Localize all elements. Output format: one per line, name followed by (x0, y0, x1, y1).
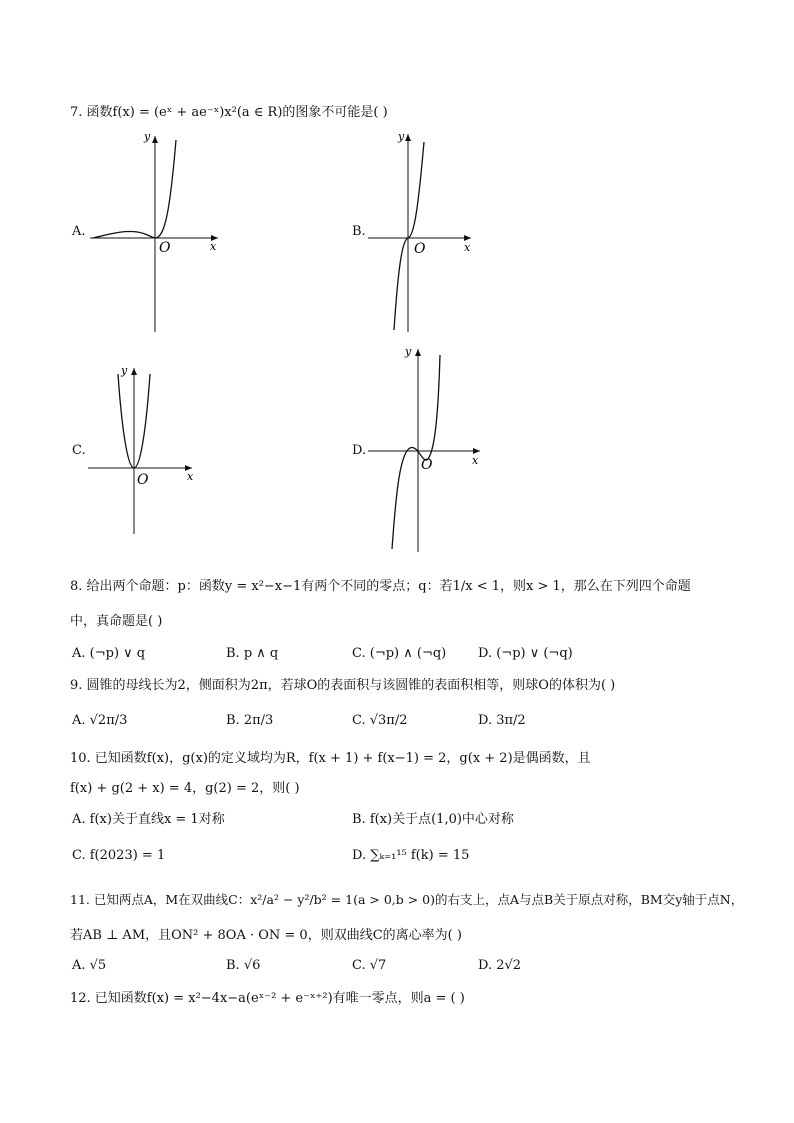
q10-option-c[interactable]: C. f(2023) = 1 (72, 848, 166, 863)
graph-a-xlabel: x (210, 240, 217, 253)
q9-option-d[interactable]: D. 3π/2 (478, 713, 526, 728)
graph-c-ylabel: y (121, 364, 128, 377)
q8-option-b[interactable]: B. p ∧ q (226, 646, 279, 661)
graph-c-xlabel: x (187, 470, 194, 483)
q9-option-c[interactable]: C. √3π/2 (352, 713, 408, 728)
graph-d-xlabel: x (472, 454, 479, 467)
q9-stem: 9. 圆锥的母线长为2，侧面积为2π，若球O的表面积与该圆锥的表面积相等，则球O的体积为( ) (70, 678, 616, 693)
q9-option-a[interactable]: A. √2π/3 (72, 713, 128, 728)
q7-graph-c (88, 362, 198, 537)
q7-graph-a (90, 130, 225, 335)
q7-graph-b (368, 130, 478, 335)
q7-option-b-letter[interactable]: B. (352, 224, 366, 239)
graph-b-origin: O (414, 241, 426, 257)
q12-stem: 12. 已知函数f(x) = x²−4x−a(eˣ⁻² + e⁻ˣ⁺²)有唯一零点，则a = ( ) (70, 991, 465, 1006)
q8-option-c[interactable]: C. (¬p) ∧ (¬q) (352, 646, 447, 661)
q7-graph-d (368, 343, 488, 555)
q11-option-b[interactable]: B. √6 (226, 958, 261, 973)
q8-option-d[interactable]: D. (¬p) ∨ (¬q) (478, 646, 573, 661)
graph-a-ylabel: y (144, 130, 151, 143)
q7-option-a-letter[interactable]: A. (72, 224, 86, 239)
q7-option-c-letter[interactable]: C. (72, 443, 86, 458)
q10-option-b[interactable]: B. f(x)关于点(1,0)中心对称 (352, 812, 514, 827)
graph-d-ylabel: y (405, 345, 412, 358)
q7-option-d-letter[interactable]: D. (352, 443, 367, 458)
graph-b-xlabel: x (464, 241, 471, 254)
q10-stem-line1: 10. 已知函数f(x)，g(x)的定义域均为R，f(x + 1) + f(x−1) = 2，g(x + 2)是偶函数，且 (70, 751, 591, 766)
q8-stem-line1: 8. 给出两个命题：p：函数y = x²−x−1有两个不同的零点；q：若1/x < 1，则x > 1，那么在下列四个命题 (70, 579, 691, 594)
q11-stem-line1: 11. 已知两点A，M在双曲线C：x²/a² − y²/b² = 1(a > 0,b > 0)的右支上，点A与点B关于原点对称，BM交y轴于点N， (70, 892, 744, 907)
q8-stem-line2: 中，真命题是( ) (70, 614, 163, 629)
q8-option-a[interactable]: A. (¬p) ∨ q (72, 646, 146, 661)
q11-stem-line2: 若AB ⊥ AM，且ON² + 8OA · ON = 0，则双曲线C的离心率为( ) (70, 928, 462, 943)
q11-option-d[interactable]: D. 2√2 (478, 958, 522, 973)
q11-option-a[interactable]: A. √5 (72, 958, 107, 973)
graph-c-origin: O (137, 472, 149, 488)
graph-d-origin: O (421, 457, 433, 473)
graph-b-ylabel: y (398, 130, 405, 143)
graph-a-origin: O (159, 240, 171, 256)
q7-stem: 7. 函数f(x) = (eˣ + ae⁻ˣ)x²(a ∈ R)的图象不可能是( ) (70, 105, 388, 120)
q10-stem-line2: f(x) + g(2 + x) = 4，g(2) = 2，则( ) (70, 781, 300, 796)
q10-option-a[interactable]: A. f(x)关于直线x = 1对称 (72, 812, 225, 827)
q9-option-b[interactable]: B. 2π/3 (226, 713, 274, 728)
q10-option-d[interactable]: D. ∑ₖ₌₁¹⁵ f(k) = 15 (352, 848, 470, 863)
q11-option-c[interactable]: C. √7 (352, 958, 387, 973)
